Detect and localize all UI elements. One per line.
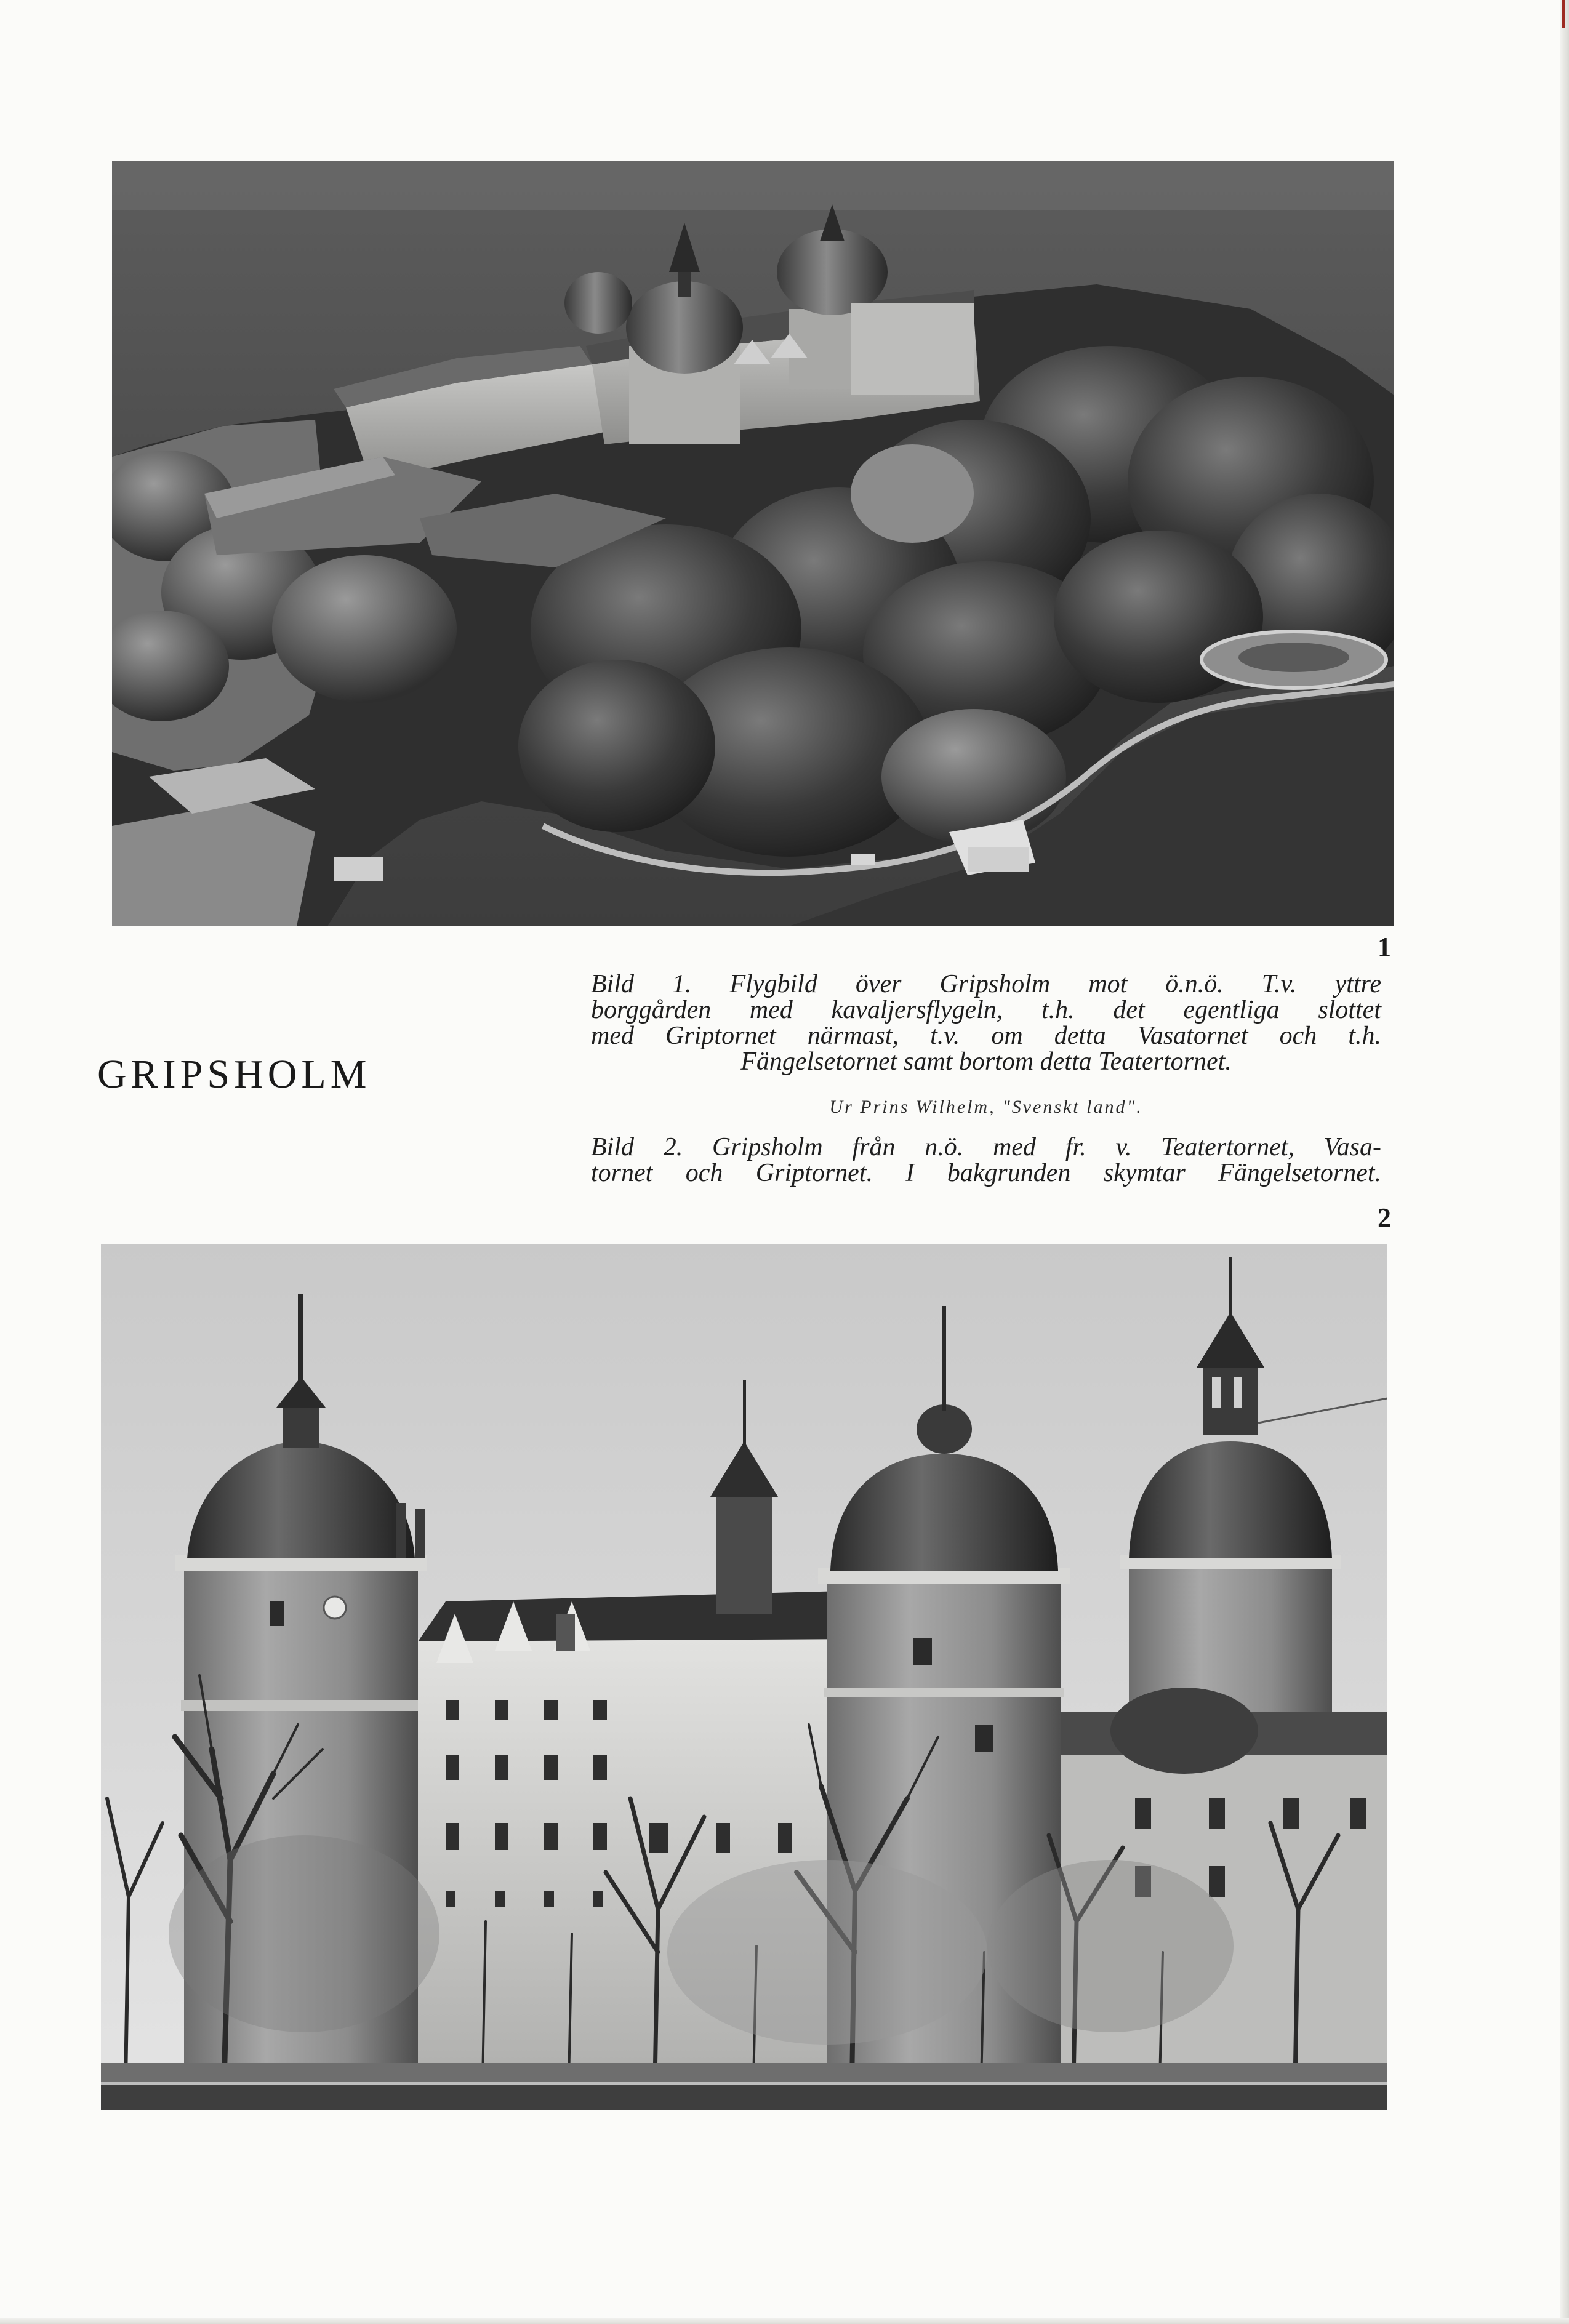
castle-photo-illustration: [101, 1244, 1387, 2110]
caption-2-line: tornet och Griptornet. I bakgrunden skymtar Fängelsetornet.: [591, 1159, 1381, 1187]
figure-2-caption: [591, 1134, 1381, 1186]
caption-1-line: Fängelsetornet samt bortom detta Teatertornet.: [740, 1048, 1232, 1076]
page-bottom-edge: [0, 2318, 1569, 2324]
figure-1-caption: [591, 971, 1381, 1075]
caption-1-line: med Griptornet närmast, t.v. om detta Vasatornet och t.h.: [591, 1022, 1381, 1050]
figure-1-number: 1: [1378, 932, 1391, 962]
figure-1-aerial-photo: [112, 161, 1394, 926]
figure-2-castle-photo: [101, 1244, 1387, 2110]
caption-1-line: borggården med kavaljersflygeln, t.h. det egentliga slottet: [591, 996, 1381, 1024]
caption-1-line: Bild 1. Flygbild över Gripsholm mot ö.n.ö. T.v. yttre: [591, 970, 1381, 998]
caption-2-line: Bild 2. Gripsholm från n.ö. med fr. v. Teatertornet, Vasa-: [591, 1133, 1381, 1161]
corner-color-mark: [1562, 0, 1565, 28]
figure-1-credit: Ur Prins Wilhelm, "Svenskt land".: [829, 1097, 1143, 1117]
page-edge-shadow: [1560, 0, 1569, 2324]
aerial-photo-illustration: [112, 161, 1394, 926]
figure-2-number: 2: [1378, 1203, 1391, 1233]
section-title: GRIPSHOLM: [97, 1052, 371, 1097]
